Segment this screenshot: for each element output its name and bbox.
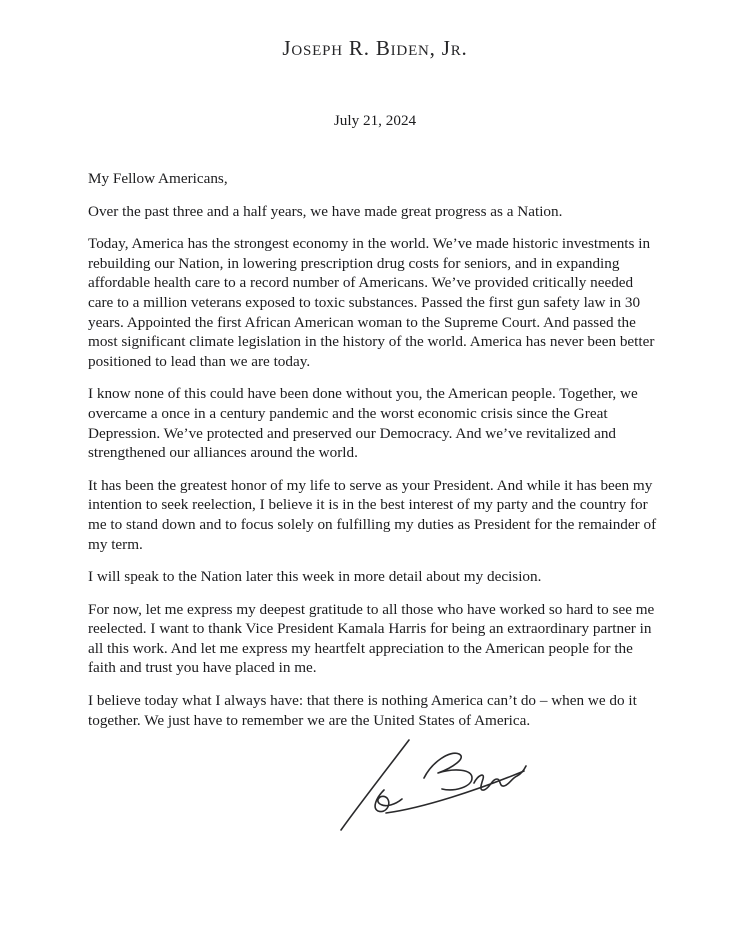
letter-body — [88, 202, 662, 731]
letter-date: July 21, 2024 — [333, 112, 417, 129]
letter-paragraph: I believe today what I always have: that there is nothing America can’t do – when we do it together. We just have to remember we are the United States of America. — [88, 692, 637, 729]
letter-paragraph: It has been the greatest honor of my life to serve as your President. And while it has been my intention to seek reelection, I believe it is in the best interest of my party and the country for me to stand down and to focus solely on fulfilling my duties as President for the remainder of my term. — [88, 476, 657, 553]
letter-paragraph: I will speak to the Nation later this week in more detail about my decision. — [88, 568, 542, 586]
salutation: My Fellow Americans, — [88, 170, 228, 187]
letter-paragraph: Today, America has the strongest economy in the world. We’ve made historic investments in rebuilding our Nation, in lowering prescription drug costs for seniors, and in expanding affordable health care to a record number of Americans. We’ve provided critically needed care to a million veterans exposed to toxic substances. Passed the first gun safety law in 30 years. Appointed the first African American woman to the Supreme Court. And passed the most significant climate legislation in the history of the world. America has never been better positioned to lead than we are today. — [88, 235, 655, 370]
letter-paragraph: For now, let me express my deepest gratitude to all those who have worked so hard to see me reelected. I want to thank Vice President Kamala Harris for being an extraordinary partner in all this work. And let me express my heartfelt appreciation to the American people for the faith and trust you have placed in me. — [88, 600, 655, 677]
letter-paragraph: I know none of this could have been done without you, the American people. Together, we overcame a once in a century pandemic and the worst economic crisis since the Great Depression. We’ve protected and preserved our Democracy. And we’ve revitalized and strengthened our alliances around the world. — [88, 385, 638, 462]
letter-paragraph: Over the past three and a half years, we have made great progress as a Nation. — [88, 202, 563, 220]
letterhead-name: Joseph R. Biden, Jr. — [282, 36, 468, 60]
joe-biden-signature-icon — [328, 738, 533, 836]
